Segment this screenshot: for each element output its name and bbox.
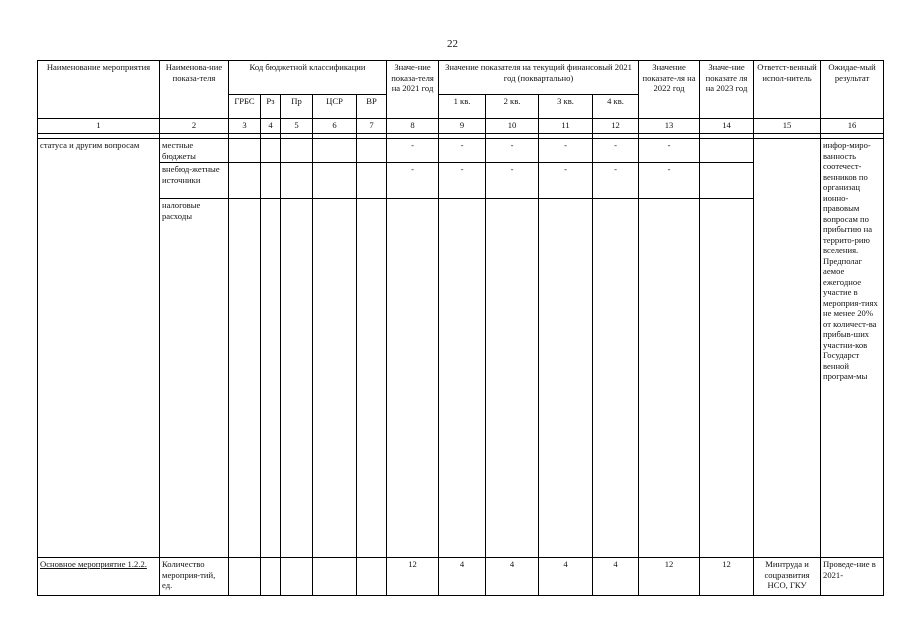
column-number: 11 (539, 119, 593, 134)
value-2022: 12 (639, 558, 700, 596)
indicator-tax-expenses: налоговые расходы (160, 199, 229, 558)
column-number: 6 (313, 119, 357, 134)
header-quarter-1: 1 кв. (439, 95, 486, 119)
page-number: 22 (447, 38, 458, 50)
value-q2: 4 (486, 558, 539, 596)
value-2023: 12 (700, 558, 754, 596)
expected-result-cell: Проведе-ние в 2021- (821, 558, 884, 596)
header-code-rz: Рз (261, 95, 281, 119)
column-number: 3 (229, 119, 261, 134)
value-q4: 4 (593, 558, 639, 596)
indicator-local-budgets: местные бюджеты (160, 139, 229, 163)
column-number: 9 (439, 119, 486, 134)
column-number: 5 (281, 119, 313, 134)
column-number: 12 (593, 119, 639, 134)
value-q1: - (439, 163, 486, 199)
value-q1: 4 (439, 558, 486, 596)
value-q2: - (486, 163, 539, 199)
column-number: 8 (387, 119, 439, 134)
header-quarter-2: 2 кв. (486, 95, 539, 119)
column-number: 15 (754, 119, 821, 134)
header-executor: Ответст-венный испол-нитель (754, 61, 821, 119)
value-q1: - (439, 139, 486, 163)
header-quarter-3: 3 кв. (539, 95, 593, 119)
column-number: 7 (357, 119, 387, 134)
value-q4: - (593, 163, 639, 199)
executor-cell (754, 139, 821, 558)
value-2021: - (387, 139, 439, 163)
header-budget-code-group: Код бюджетной классификации (229, 61, 387, 95)
column-number: 16 (821, 119, 884, 134)
executor-cell: Минтруда и соцразвития НСО, ГКУ (754, 558, 821, 596)
header-quarter-4: 4 кв. (593, 95, 639, 119)
header-code-csr: ЦСР (313, 95, 357, 119)
value-q3: - (539, 139, 593, 163)
value-2021: - (387, 163, 439, 199)
header-code-grbs: ГРБС (229, 95, 261, 119)
value-q2: - (486, 139, 539, 163)
header-value-2023: Значе-ние показате ля на 2023 год (700, 61, 754, 119)
column-number: 2 (160, 119, 229, 134)
main-event-name: Основное мероприятие 1.2.2. (38, 558, 160, 596)
value-2022: - (639, 163, 700, 199)
column-number: 13 (639, 119, 700, 134)
value-2022: - (639, 139, 700, 163)
indicator-event-count: Количество мероприя-тий, ед. (160, 558, 229, 596)
column-number: 10 (486, 119, 539, 134)
header-code-pr: Пр (281, 95, 313, 119)
header-value-2022: Значение показате-ля на 2022 год (639, 61, 700, 119)
program-table (37, 60, 884, 596)
header-code-vr: ВР (357, 95, 387, 119)
indicator-extra-budgetary: внебюд-жетные источники (160, 163, 229, 199)
column-number: 14 (700, 119, 754, 134)
value-q4: - (593, 139, 639, 163)
column-number: 1 (38, 119, 160, 134)
header-value-2021: Значе-ние показа-теля на 2021 год (387, 61, 439, 119)
header-indicator-name: Наименова-ние показа-теля (160, 61, 229, 119)
header-expected-result: Ожидае-мый результат (821, 61, 884, 119)
event-name-cell: статуса и другим вопросам (38, 139, 160, 558)
header-current-year-group: Значение показателя на текущий финансовый 2021 год (поквартально) (439, 61, 639, 95)
value-2021: 12 (387, 558, 439, 596)
value-q3: 4 (539, 558, 593, 596)
value-q3: - (539, 163, 593, 199)
column-number: 4 (261, 119, 281, 134)
expected-result-cell: инфор-миро-ванность соотечест-венников по организац ионно-правовым вопросам по прибытию на террито-рию вселения. Предполаг аемое ежегодное участие в мероприя-тиях не менее 20% от количест-ва прибыв-ших участни-ков Государст венной програм-мы (821, 139, 884, 558)
header-event-name: Наименование мероприятия (38, 61, 160, 119)
